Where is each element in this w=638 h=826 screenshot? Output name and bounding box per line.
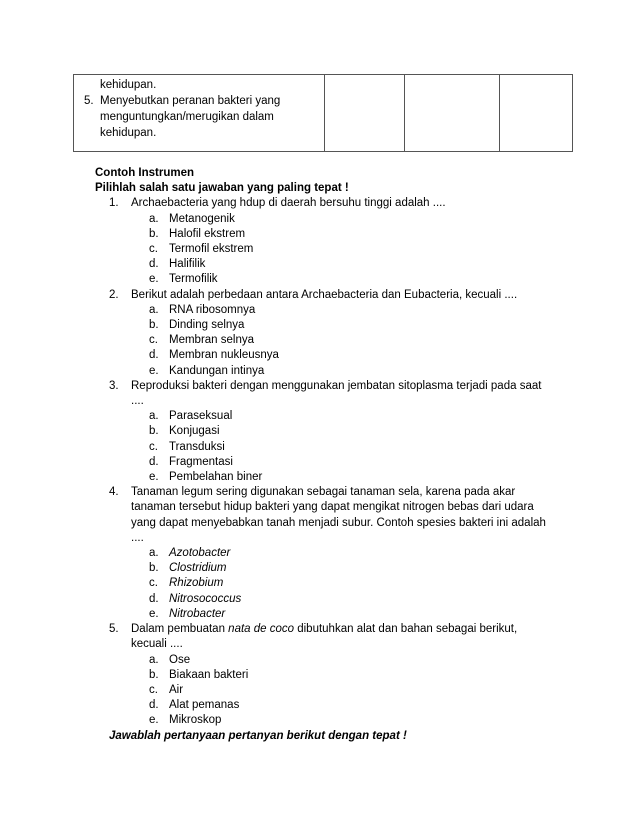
table-text-line: menguntungkan/merugikan dalam [100, 111, 274, 123]
option-letter: a. [149, 212, 159, 225]
question-text-part: Dalam pembuatan [131, 623, 229, 636]
table-item [84, 93, 324, 109]
option-text: Rhizobium [169, 577, 224, 590]
answer-option [95, 592, 565, 607]
option-letter: c. [149, 243, 158, 256]
option-text: Pembelahan biner [169, 471, 263, 484]
answer-option [95, 333, 565, 348]
option-text: Nitrobacter [169, 607, 226, 620]
option-text: Mikroskop [169, 714, 222, 727]
option-text: Termofil ekstrem [169, 243, 254, 256]
answer-option [95, 698, 565, 713]
answer-option [95, 607, 565, 622]
question-text: .... [131, 531, 144, 544]
section-heading: Contoh Instrumen [95, 167, 195, 179]
table-text-line: Menyebutkan peranan bakteri yang [100, 95, 281, 107]
table-divider [404, 75, 405, 151]
question-item [95, 196, 565, 211]
answer-option [95, 576, 565, 591]
question-text: kecuali .... [131, 638, 183, 651]
option-letter: e. [149, 714, 159, 727]
option-letter: e. [149, 471, 159, 484]
option-letter: a. [149, 547, 159, 560]
question-number: 2. [109, 288, 119, 301]
answer-option [95, 212, 565, 227]
answer-option [95, 668, 565, 683]
option-text: Clostridium [169, 562, 227, 575]
question-text-italic: nata de coco [228, 623, 295, 636]
question-text: Berikut adalah perbedaan antara Archaebacteria dan Eubacteria, kecuali .... [131, 288, 518, 301]
question-text: .... [131, 395, 144, 408]
option-text: Konjugasi [169, 425, 220, 438]
answer-option [95, 546, 565, 561]
instruction-text: Pilihlah salah satu jawaban yang paling tepat ! [95, 182, 349, 195]
option-text: Azotobacter [169, 547, 231, 560]
option-text: Alat pemanas [169, 699, 240, 712]
option-letter: e. [149, 273, 159, 286]
option-text: Kandungan intinya [169, 364, 265, 377]
table-text-line: kehidupan. [100, 79, 157, 91]
question-text-part: dibutuhkan alat dan bahan sebagai berikut, [294, 623, 518, 636]
question-item [95, 485, 565, 546]
option-text: Air [169, 683, 184, 696]
option-letter: d. [149, 349, 159, 362]
competency-table [73, 74, 573, 152]
table-cell-indicators [84, 77, 324, 141]
option-text: Membran nukleusnya [169, 349, 279, 362]
option-letter: c. [149, 440, 158, 453]
option-letter: d. [149, 592, 159, 605]
option-letter: a. [149, 410, 159, 423]
question-text: Tanaman legum sering digunakan sebagai tanaman sela, karena pada akar [131, 486, 516, 499]
answer-option [95, 242, 565, 257]
question-number: 3. [109, 379, 119, 392]
answer-option [95, 470, 565, 485]
option-letter: c. [149, 577, 158, 590]
option-letter: a. [149, 303, 159, 316]
option-letter: e. [149, 364, 159, 377]
option-letter: a. [149, 653, 159, 666]
option-text: Membran selnya [169, 334, 255, 347]
question-item [95, 379, 565, 409]
answer-option [95, 455, 565, 470]
option-text: Biakaan bakteri [169, 668, 249, 681]
question-item [95, 288, 565, 303]
option-text: Ose [169, 653, 191, 666]
option-letter: d. [149, 699, 159, 712]
option-letter: b. [149, 227, 159, 240]
answer-option [95, 227, 565, 242]
answer-option [95, 424, 565, 439]
answer-option [95, 713, 565, 728]
option-text: Halifilik [169, 258, 206, 271]
answer-option [95, 272, 565, 287]
option-text: Paraseksual [169, 410, 233, 423]
question-item [95, 622, 565, 652]
option-text: Transduksi [169, 440, 225, 453]
option-letter: c. [149, 683, 158, 696]
answer-option [95, 303, 565, 318]
answer-option [95, 561, 565, 576]
answer-option [95, 440, 565, 455]
option-text: Metanogenik [169, 212, 235, 225]
option-letter: e. [149, 607, 159, 620]
option-text: Dinding selnya [169, 319, 245, 332]
question-text: Archaebacteria yang hdup di daerah bersuhu tinggi adalah .... [131, 197, 446, 210]
option-letter: c. [149, 334, 158, 347]
table-divider [499, 75, 500, 151]
option-letter: b. [149, 319, 159, 332]
answer-option [95, 683, 565, 698]
question-text: yang dapat menyebabkan tanah menjadi subur. Contoh spesies bakteri ini adalah [131, 516, 546, 529]
option-letter: b. [149, 425, 159, 438]
question-text: tanaman tersebut hidup bakteri yang dapat mengikat nitrogen bebas dari udara [131, 501, 534, 514]
answer-option [95, 348, 565, 363]
option-text: Termofilik [169, 273, 218, 286]
option-letter: b. [149, 668, 159, 681]
essay-instruction: Jawablah pertanyaan pertanyan berikut dengan tepat ! [109, 729, 407, 742]
instrument-section [95, 166, 565, 744]
option-letter: d. [149, 455, 159, 468]
table-text-line: kehidupan. [100, 127, 157, 139]
option-text: Nitrosococcus [169, 592, 242, 605]
option-text: Fragmentasi [169, 455, 233, 468]
answer-option [95, 653, 565, 668]
answer-option [95, 409, 565, 424]
question-number: 4. [109, 486, 119, 499]
question-text [131, 622, 565, 637]
option-letter: b. [149, 562, 159, 575]
question-text: Reproduksi bakteri dengan menggunakan jembatan sitoplasma terjadi pada saat [131, 379, 542, 392]
option-text: RNA ribosomnya [169, 303, 256, 316]
table-divider [324, 75, 325, 151]
option-text: Halofil ekstrem [169, 227, 246, 240]
table-item-number: 5. [84, 95, 94, 107]
answer-option [95, 364, 565, 379]
answer-option [95, 318, 565, 333]
answer-option [95, 257, 565, 272]
option-letter: d. [149, 258, 159, 271]
question-number: 5. [109, 623, 119, 636]
question-number: 1. [109, 197, 119, 210]
